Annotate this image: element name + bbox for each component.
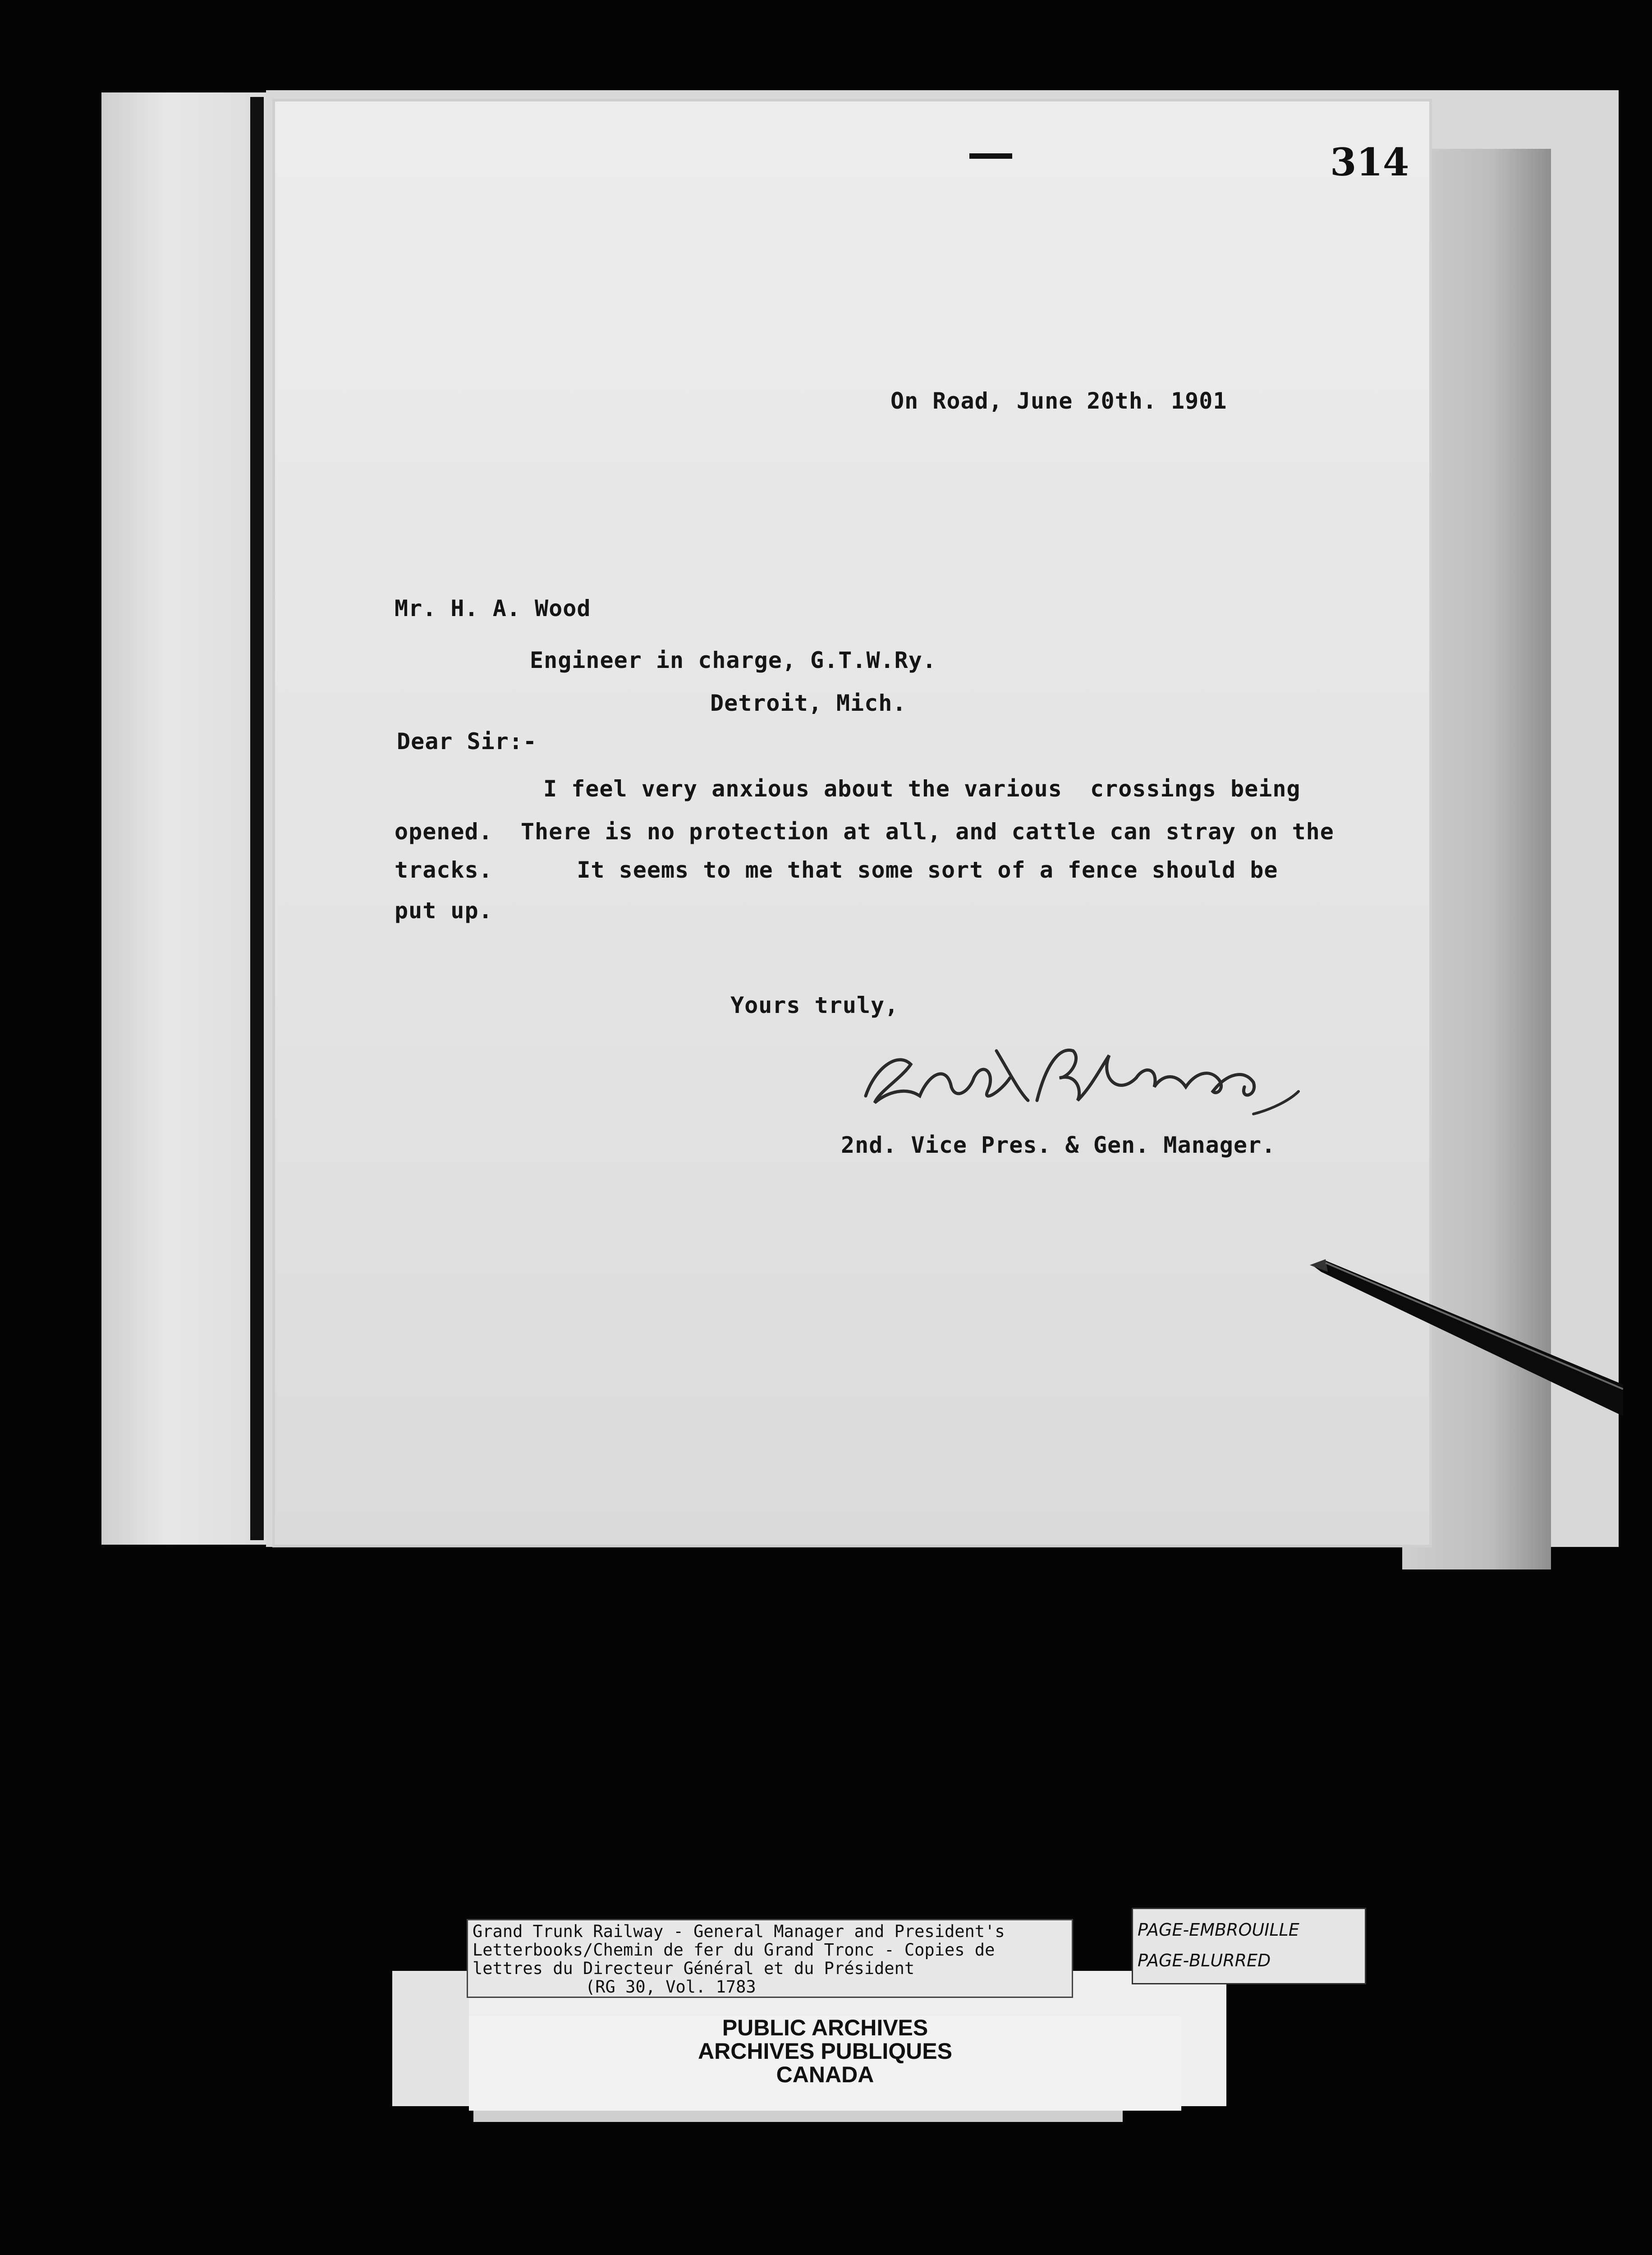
body-line: tracks. It seems to me that some sort of a fence should be	[395, 857, 1278, 883]
archive-reference-label	[467, 1919, 1073, 1998]
archive-stamp-line: CANADA	[776, 2062, 874, 2087]
recipient-title: Engineer in charge, G.T.W.Ry.	[530, 647, 936, 673]
archive-label-line: Grand Trunk Railway - General Manager and President's	[473, 1922, 1005, 1941]
note-line: PAGE-BLURRED	[1138, 1951, 1271, 1970]
archive-label-edge	[473, 2111, 1123, 2122]
closing: Yours truly,	[730, 992, 899, 1018]
recipient-location: Detroit, Mich.	[710, 690, 907, 716]
archive-label-line: Letterbooks/Chemin de fer du Grand Tronc - Copies de	[473, 1940, 995, 1960]
left-page-strip	[101, 92, 268, 1545]
recipient-name: Mr. H. A. Wood	[395, 595, 591, 621]
body-line: opened. There is no protection at all, and cattle can stray on the	[395, 819, 1334, 845]
archive-stamp-line: ARCHIVES PUBLIQUES	[698, 2039, 952, 2064]
archive-label-line: (RG 30, Vol. 1783	[585, 1977, 756, 1997]
body-line: I feel very anxious about the various crossings being	[543, 776, 1301, 802]
page-number: 314	[1330, 140, 1409, 184]
quality-note-card	[1132, 1908, 1366, 1984]
dateline: On Road, June 20th. 1901	[890, 388, 1227, 414]
signer-title: 2nd. Vice Pres. & Gen. Manager.	[841, 1132, 1276, 1158]
body-line: put up.	[395, 897, 493, 924]
signature	[848, 1024, 1317, 1128]
archive-label-line: lettres du Directeur Général et du Président	[473, 1959, 915, 1978]
archive-stamp-line: PUBLIC ARCHIVES	[722, 2015, 928, 2040]
pencil-pointer	[1308, 1254, 1623, 1425]
archive-label-tab	[392, 1971, 469, 2106]
note-line: PAGE-EMBROUILLE	[1138, 1920, 1299, 1940]
salutation: Dear Sir:-	[397, 728, 537, 755]
archive-stamp	[469, 2016, 1181, 2111]
dash-mark	[969, 153, 1012, 159]
binding-line	[250, 97, 264, 1540]
